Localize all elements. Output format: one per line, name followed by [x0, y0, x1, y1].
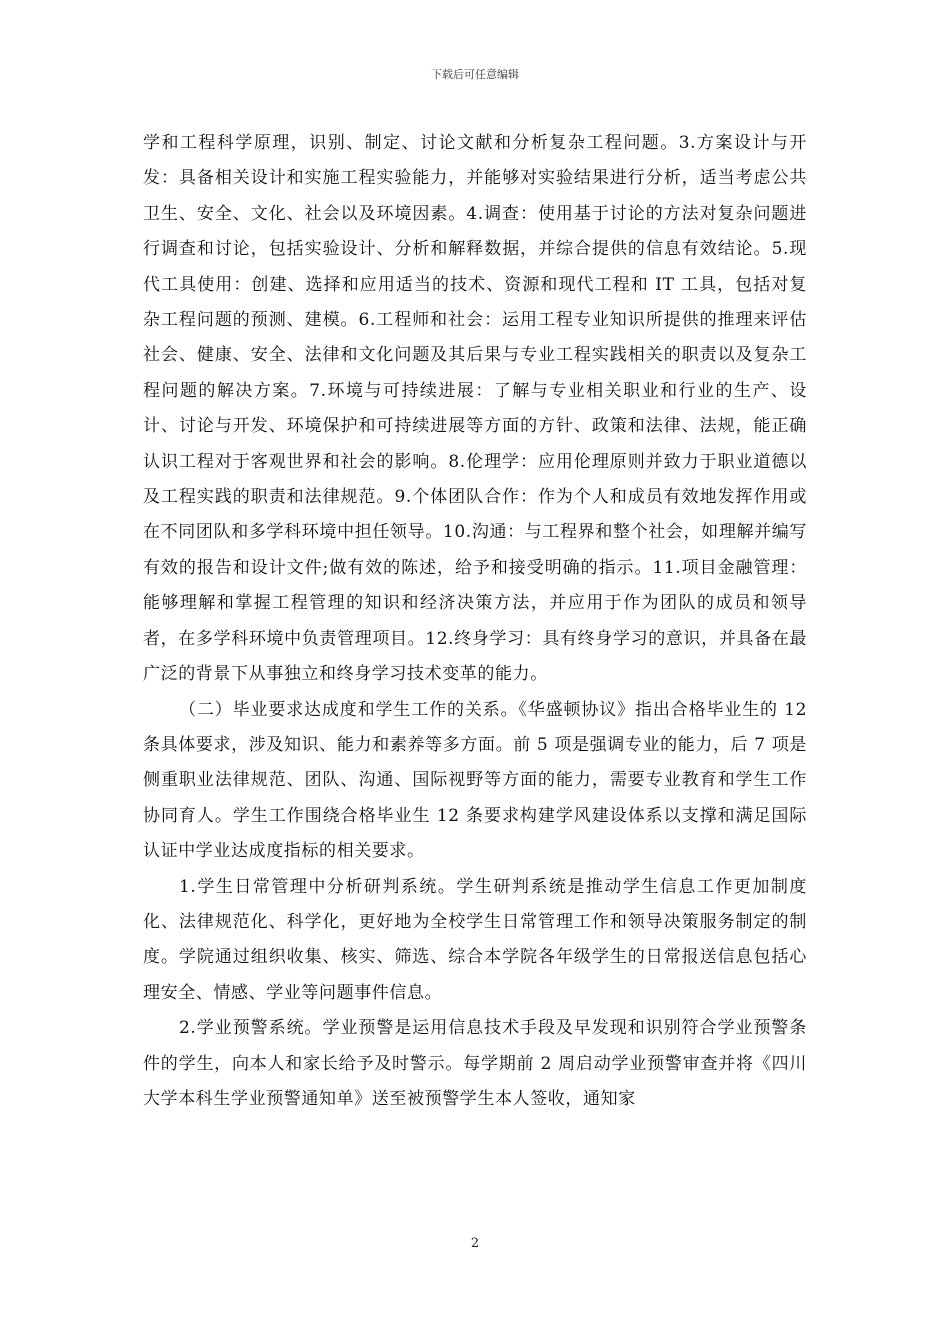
page-number: 2: [470, 1236, 480, 1251]
body-paragraph: 2.学业预警系统。学业预警是运用信息技术手段及早发现和识别符合学业预警条件的学生，向本人和家长给予及时警示。每学期前 2 周启动学业预警审查并将《四川大学本科生学业预警通知单》送至被预警学生本人签收，通知家: [143, 1018, 807, 1109]
body-paragraph: 1.学生日常管理中分析研判系统。学生研判系统是推动学生信息工作更加制度化、法律规范化、科学化，更好地为全校学生日常管理工作和领导决策服务制定的制度。学院通过组织收集、核实、筛选、综合本学院各年级学生的日常报送信息包括心理安全、情感、学业等问题事件信息。: [143, 876, 807, 1003]
page-header: 下载后可任意编辑: [431, 68, 519, 81]
body-paragraph: 学和工程科学原理，识别、制定、讨论文献和分析复杂工程问题。3.方案设计与开发：具备相关设计和实施工程实验能力，并能够对实验结果进行分析，适当考虑公共卫生、安全、文化、社会以及环境因素。4.调查：使用基于讨论的方法对复杂问题进行调查和讨论，包括实验设计、分析和解释数据，并综合提供的信息有效结论。5.现代工具使用：创建、选择和应用适当的技术、资源和现代工程和 IT 工具，包括对复杂工程问题的预测、建模。6.工程师和社会：运用工程专业知识所提供的推理来评估社会、健康、安全、法律和文化问题及其后果与专业工程实践相关的职责以及复杂工程问题的解决方案。7.环境与可持续进展：了解与专业相关职业和行业的生产、设计、讨论与开发、环境保护和可持续进展等方面的方针、政策和法律、法规，能正确认识工程对于客观世界和社会的影响。8.伦理学：应用伦理原则并致力于职业道德以及工程实践的职责和法律规范。9.个体团队合作：作为个人和成员有效地发挥作用或在不同团队和多学科环境中担任领导。10.沟通：与工程界和整个社会，如理解并编写有效的报告和设计文件;做有效的陈述，给予和接受明确的指示。11.项目金融管理：能够理解和掌握工程管理的知识和经济决策方法，并应用于作为团队的成员和领导者，在多学科环境中负责管理项目。12.终身学习：具有终身学习的意识，并具备在最广泛的背景下从事独立和终身学习技术变革的能力。: [143, 133, 807, 685]
document-body: [143, 126, 807, 1117]
body-paragraph: （二）毕业要求达成度和学生工作的关系。《华盛顿协议》指出合格毕业生的 12 条具体要求，涉及知识、能力和素养等多方面。前 5 项是强调专业的能力，后 7 项是侧重职业法律规范、团队、沟通、国际视野等方面的能力，需要专业教育和学生工作协同育人。学生工作围绕合格毕业生 12 条要求构建学风建设体系以支撑和满足国际认证中学业达成度指标的相关要求。: [143, 699, 807, 862]
